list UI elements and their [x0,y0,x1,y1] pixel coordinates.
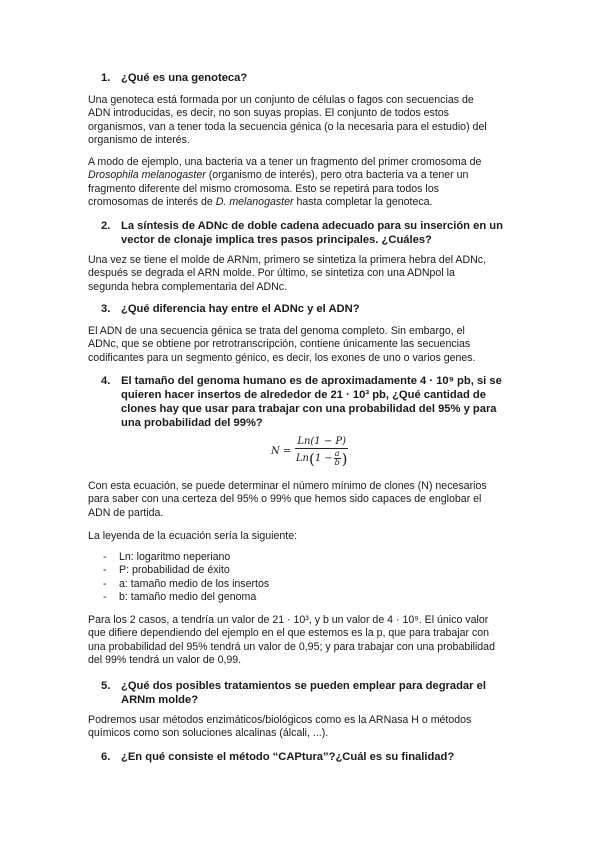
text-line: codificantes para un segmento génico, es decir, los exones de uno o varios genes. [88,351,476,364]
question-text-line: ARNm molde? [121,694,199,706]
text-line: A modo de ejemplo, una bacteria va a tener un fragmento del primer cromosoma de [88,156,482,168]
text-line: del 99% tendrá un valor de 0,99. [88,654,242,667]
formula-legend-list [103,551,269,605]
text-line: segunda hebra complementaria del ADNc. [88,280,288,293]
paragraph-genoteca-definition [88,94,512,148]
text-line: Podremos usar métodos enzimáticos/biológicos como es la ARNasa H o métodos [88,714,472,726]
text-line: (organismo de interés), pero otra bacteria va a tener un [205,169,469,182]
legend-item: - P: probabilidad de éxito [103,564,269,577]
question-text-line: clones hay que usar para trabajar con una probabilidad del 95% y para [121,403,497,415]
formula-one-minus: 1 − [314,453,333,464]
question-text: ¿Qué diferencia hay entre el ADNc y el ADN? [121,303,360,315]
text-line: una probabilidad del 95% tendrá un valor de 0,95; y para trabajar con una probabilidad [88,640,495,653]
species-name: D. melanogaster [215,196,294,209]
paragraph-legend-intro: La leyenda de la ecuación sería la siguiente: [88,530,298,542]
text-line: ADN introducidas, es decir, no son suyas propias. El conjunto de todos estos [88,107,449,120]
text-line: Para los 2 casos, a tendría un valor de 21 · 10³, y b un valor de 4 · 10⁹. El único valor [88,614,489,626]
formula-lhs: N = [271,446,292,457]
text-line: organismos, van a tener toda la secuencia génica (o la necesaria para el estudio) del [88,120,487,133]
question-text-line: La síntesis de ADNc de doble cadena adecuado para su inserción en un [121,220,503,232]
question-text-line: vector de clonaje implica tres pasos principales. ¿Cuáles? [121,234,432,246]
question-number: 6. [101,751,111,763]
question-6 [101,750,455,764]
legend-item: - b: tamaño medio del genoma [103,591,269,604]
formula-ln: Ln [295,453,309,464]
clone-number-formula [271,436,348,467]
text-line: Con esta ecuación, se puede determinar el número mínimo de clones (N) necesarios [88,480,487,492]
question-number: 2. [101,220,111,232]
question-text-line: una probabilidad del 99%? [121,417,263,429]
text-line: fragmento diferente del mismo cromosoma. Esto se repetirá para todos los [88,182,439,195]
text-line: Una genoteca está formada por un conjunto de células o fagos con secuencias de [88,94,474,106]
text-line: para saber con una certeza del 95% o 99% que hemos sido capaces de englobar el [88,493,482,506]
formula-a-over-b [334,450,341,467]
question-text: ¿En qué consiste el método “CAPtura”?¿Cuál es su finalidad? [121,751,455,763]
question-text-line: ¿Qué dos posibles tratamientos se pueden emplear para degradar el [121,680,486,692]
text-line: hasta completar la genoteca. [293,196,433,209]
text-line: Una vez se tiene el molde de ARNm, primero se sintetiza la primera hebra del ADNc, [88,254,487,266]
question-text-line: quieren hacer insertos de alrededor de 21 · 10³ pb, ¿Qué cantidad de [121,389,486,401]
paragraph-degradation-methods [88,714,512,741]
text-line: después se degrada el ARN molde. Por último, se sintetiza con una ADNpol la [88,267,455,280]
question-text-line: El tamaño del genoma humano es de aproximadamente 4 · 10⁹ pb, si se [121,375,502,387]
formula-b: b [334,458,340,467]
question-number: 3. [101,303,111,315]
question-text: ¿Qué es una genoteca? [121,72,248,84]
text-line: cromosomas de interés de [88,196,216,209]
paragraph-equation-explanation [88,480,512,520]
text-line: que difiere dependiendo del ejemplo en el que estemos es la p, que para trabajar con [88,627,490,640]
paragraph-adnc-synthesis [88,254,512,294]
formula-numerator: Ln(1 − P) [297,436,347,447]
question-number: 4. [101,375,111,387]
paragraph-values [88,614,512,668]
text-line: químicos como son soluciones alcalinas (álcali, ...). [88,727,329,740]
formula-fraction [295,436,348,467]
paragraph-adnc-vs-adn [88,325,512,365]
question-1 [101,71,248,85]
question-4 [101,374,502,430]
text-line: ADNc, que se obtiene por retrotranscripción, contiene únicamente las secuencias [88,338,471,351]
question-3 [101,302,360,316]
text-line: organismo de interés. [88,134,190,147]
question-2 [101,219,503,247]
legend-item: - Ln: logaritmo neperiano [103,551,269,564]
paragraph-example [88,156,512,210]
species-name: Drosophila melanogaster [88,169,206,182]
question-number: 1. [101,72,111,84]
question-5 [101,679,486,707]
text-line: ADN de partida. [88,506,164,519]
formula-a: a [334,449,340,458]
legend-item: - a: tamaño medio de los insertos [103,578,269,591]
question-number: 5. [101,680,111,692]
formula-denominator: Ln ( 1 − $\frac{a}{b}$ ) [295,449,348,468]
text-line: El ADN de una secuencia génica se trata del genoma completo. Sin embargo, el [88,325,465,337]
